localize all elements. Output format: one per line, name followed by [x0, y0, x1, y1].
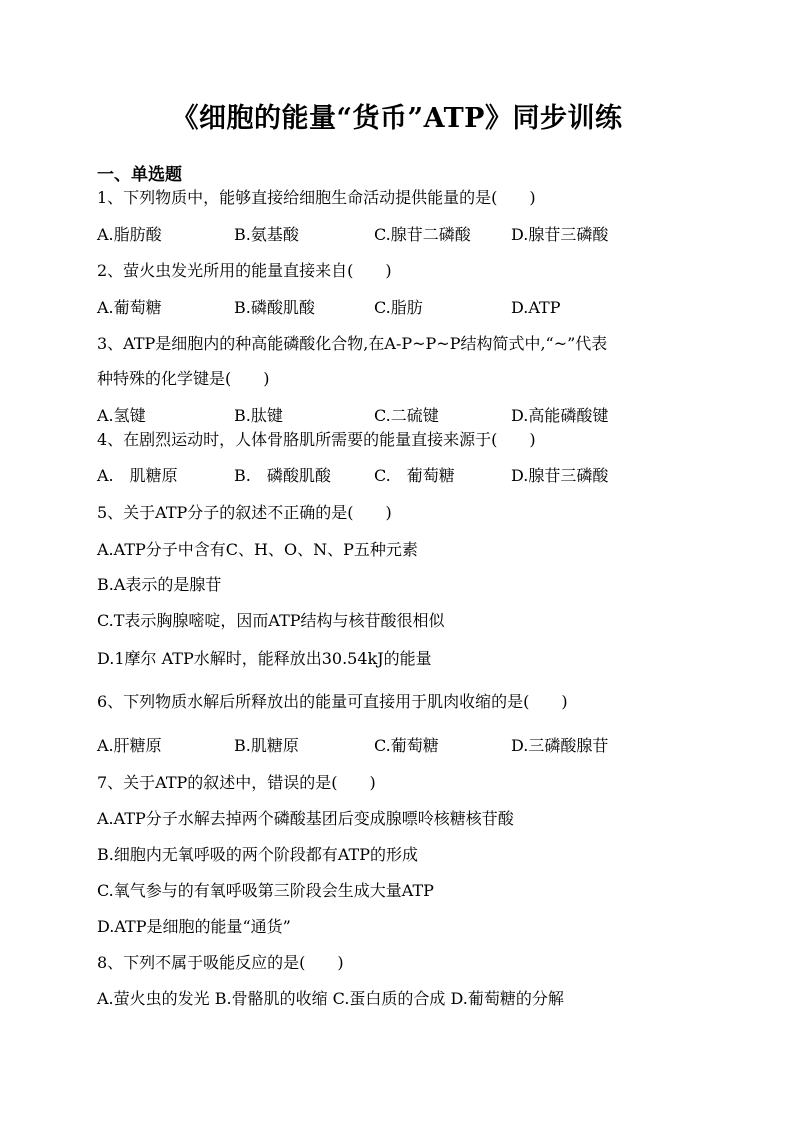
- section-heading: 一、单选题: [97, 165, 182, 185]
- question-5-option-d: D.1摩尔 ATP水解时，能释放出30.54kJ的能量: [97, 649, 432, 668]
- option-b: B.氨基酸: [234, 225, 299, 244]
- option-c: C.二硫键: [374, 406, 439, 425]
- option-d: D.腺苷三磷酸: [511, 466, 609, 485]
- question-2-stem: 2、萤火虫发光所用的能量直接来自( ): [97, 261, 392, 280]
- question-2-options: [97, 298, 737, 320]
- question-7-option-a: A.ATP分子水解去掉两个磷酸基团后变成腺嘌呤核糖核苷酸: [97, 809, 514, 828]
- option-c: C.腺苷二磷酸: [374, 225, 471, 244]
- option-a: A.肝糖原: [97, 736, 162, 755]
- question-5-option-a: A.ATP分子中含有C、H、O、N、P五种元素: [97, 540, 418, 559]
- question-6-options: [97, 736, 737, 758]
- option-d: D.三磷酸腺苷: [511, 736, 609, 755]
- question-5-option-c: C.T表示胸腺嘧啶，因而ATP结构与核苷酸很相似: [97, 611, 445, 630]
- question-4-stem: 4、在剧烈运动时，人体骨胳肌所需要的能量直接来源于( ): [97, 430, 536, 449]
- option-b: B.肽键: [234, 406, 283, 425]
- question-4-options: [97, 466, 737, 488]
- question-7-option-b: B.细胞内无氧呼吸的两个阶段都有ATP的形成: [97, 845, 418, 864]
- option-b: B. 磷酸肌酸: [234, 466, 331, 485]
- option-c: C. 葡萄糖: [374, 466, 455, 485]
- option-d: D.高能磷酸键: [511, 406, 609, 425]
- option-c: C.葡萄糖: [374, 736, 439, 755]
- question-6-stem: 6、下列物质水解后所释放出的能量可直接用于肌肉收缩的是( ): [97, 692, 568, 711]
- question-3-stem-line-1: 3、ATP是细胞内的种高能磷酸化合物,在A-P~P~P结构简式中,“~”代表: [97, 334, 608, 353]
- question-3-options: [97, 406, 737, 428]
- question-7-option-c: C.氧气参与的有氧呼吸第三阶段会生成大量ATP: [97, 881, 434, 900]
- option-a: A. 肌糖原: [97, 466, 178, 485]
- option-c: C.脂肪: [374, 298, 423, 317]
- question-3-stem-line-2: 种特殊的化学键是( ): [97, 369, 270, 388]
- question-7-stem: 7、关于ATP的叙述中，错误的是( ): [97, 773, 376, 792]
- option-a: A.葡萄糖: [97, 298, 162, 317]
- question-5-stem: 5、关于ATP分子的叙述不正确的是( ): [97, 503, 392, 522]
- option-a: A.脂肪酸: [97, 225, 162, 244]
- document-title: 《细胞的能量“货币”ATP》同步训练: [171, 103, 623, 134]
- option-b: B.磷酸肌酸: [234, 298, 315, 317]
- question-7-option-d: D.ATP是细胞的能量“通货”: [97, 917, 291, 936]
- option-d: D.腺苷三磷酸: [511, 225, 609, 244]
- option-b: B.肌糖原: [234, 736, 299, 755]
- option-a: A.氢键: [97, 406, 146, 425]
- question-1-options: [97, 225, 737, 247]
- question-8-stem: 8、下列不属于吸能反应的是( ): [97, 953, 344, 972]
- option-d: D.ATP: [511, 298, 561, 317]
- question-5-option-b: B.A表示的是腺苷: [97, 575, 222, 594]
- question-8-options: A.萤火虫的发光 B.骨骼肌的收缩 C.蛋白质的合成 D.葡萄糖的分解: [97, 989, 564, 1008]
- question-1-stem: 1、下列物质中，能够直接给细胞生命活动提供能量的是( ): [97, 188, 536, 207]
